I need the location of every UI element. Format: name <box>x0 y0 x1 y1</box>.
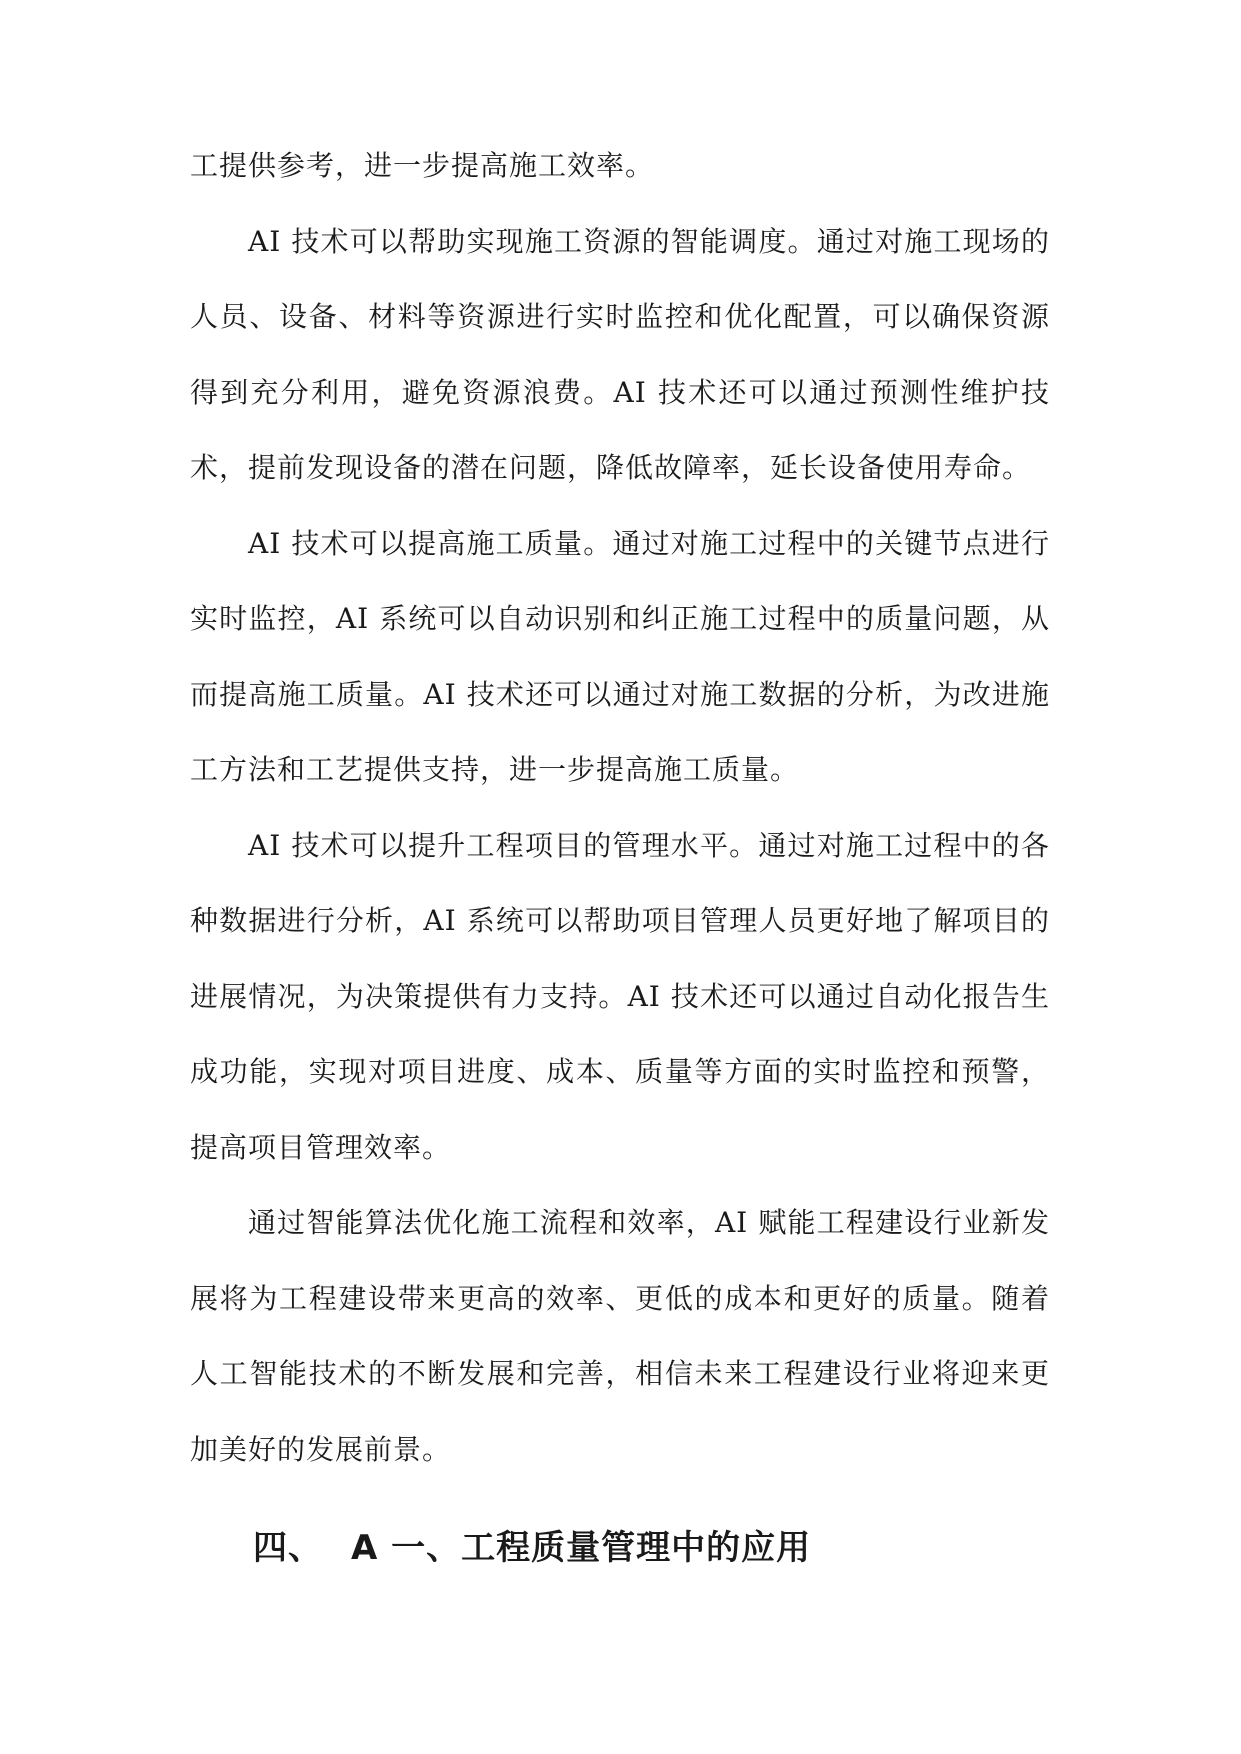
section-heading <box>253 1520 811 1569</box>
paragraph-construction-quality: AI 技术可以提高施工质量。通过对施工过程中的关键节点进行实时监控，AI 系统可以自动识别和纠正施工过程中的质量问题，从而提高施工质量。AI 技术还可以通过对施工数据的分析，为改进施工方法和工艺提供支持，进一步提高施工质量。 <box>190 526 1050 786</box>
paragraph-conclusion: 通过智能算法优化施工流程和效率，AI 赋能工程建设行业新发展将为工程建设带来更高的效率、更低的成本和更好的质量。随着人工智能技术的不断发展和完善，相信未来工程建设行业将迎来更加美好的发展前景。 <box>190 1206 1050 1466</box>
section-number: 四、 <box>253 1528 323 1568</box>
paragraph-project-management: AI 技术可以提升工程项目的管理水平。通过对施工过程中的各种数据进行分析，AI 系统可以帮助项目管理人员更好地了解项目的进展情况，为决策提供有力支持。AI 技术还可以通过自动化报告生成功能，实现对项目进度、成本、质量等方面的实时监控和预警，提高项目管理效率。 <box>190 828 1050 1164</box>
document-body <box>190 128 1050 1487</box>
section-title: A 一、工程质量管理中的应用 <box>351 1528 812 1568</box>
paragraph-resource-scheduling: AI 技术可以帮助实现施工资源的智能调度。通过对施工现场的人员、设备、材料等资源进行实时监控和优化配置，可以确保资源得到充分利用，避免资源浪费。AI 技术还可以通过预测性维护技术，提前发现设备的潜在问题，降低故障率，延长设备使用寿命。 <box>190 224 1050 484</box>
paragraph-continuation: 工提供参考，进一步提高施工效率。 <box>190 149 655 182</box>
